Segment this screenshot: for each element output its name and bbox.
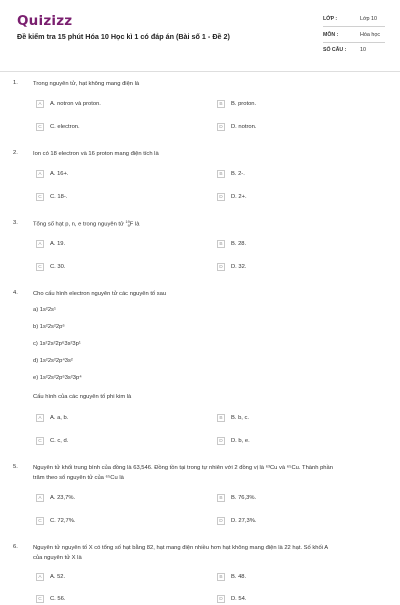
option-letter-box: B [217, 494, 225, 502]
answer-option[interactable] [36, 494, 196, 504]
electron-config-d: d) 1s²2s²2p⁴3s² [33, 358, 73, 364]
electron-config-b: b) 1s²2s²2p⁶ [33, 324, 65, 330]
option-text: B. proton. [231, 101, 257, 107]
option-text: D. notron. [231, 124, 257, 130]
option-letter-box: D [217, 437, 225, 445]
option-text: A. 52. [50, 574, 66, 580]
option-text: C. 56. [50, 596, 66, 602]
option-text: A. 23,7%. [50, 495, 76, 501]
electron-config-e: e) 1s²2s²2p⁶3s²3p⁴ [33, 375, 82, 381]
meta-label-count: SỐ CÂU : [323, 47, 347, 53]
answer-option[interactable] [217, 123, 377, 133]
isotope-atomic-number: 9 [127, 224, 130, 228]
answer-option[interactable] [217, 100, 377, 110]
option-letter-box: D [217, 595, 225, 603]
option-letter-box: B [217, 240, 225, 248]
meta-value-subject: Hóa học [360, 32, 381, 38]
question-text: Trong nguyên tử, hạt không mang điện là [33, 81, 140, 87]
meta-value-count: 10 [360, 47, 366, 53]
question-number: 2. [13, 150, 18, 156]
meta-divider [323, 42, 385, 43]
option-text: B. 48. [231, 574, 247, 580]
question-number: 3. [13, 220, 18, 226]
answer-option[interactable] [36, 100, 196, 110]
answer-option[interactable] [36, 573, 196, 583]
isotope-symbol: F [129, 221, 134, 228]
question-follow-text: Cấu hình của các nguyên tố phi kim là [33, 394, 132, 400]
option-letter-box: A [36, 573, 44, 581]
question-number: 6. [13, 544, 18, 550]
answer-option[interactable] [217, 193, 377, 203]
question-text: Cho cấu hình electron nguyên tử các nguyên tố sau [33, 291, 167, 297]
option-letter-box: B [217, 100, 225, 108]
question-text-line-1: Nguyên tử khối trung bình của đồng là 63,546. Đồng tồn tại trong tự nhiên với 2 đồng vị là ⁶³Cu và ⁶⁵Cu. Thành phần [33, 465, 333, 471]
header-divider [0, 71, 400, 72]
answer-option[interactable] [36, 170, 196, 180]
option-letter-box: C [36, 263, 44, 271]
meta-value-class: Lớp 10 [360, 16, 378, 22]
option-letter-box: A [36, 240, 44, 248]
meta-divider [323, 26, 385, 27]
option-letter-box: C [36, 517, 44, 525]
option-letter-box: D [217, 517, 225, 525]
option-letter-box: A [36, 494, 44, 502]
option-letter-box: C [36, 123, 44, 131]
option-letter-box: A [36, 414, 44, 422]
answer-option[interactable] [217, 263, 377, 273]
option-letter-box: C [36, 595, 44, 603]
option-letter-box: D [217, 123, 225, 131]
answer-option[interactable] [36, 123, 196, 133]
option-text: A. 16+. [50, 171, 69, 177]
option-letter-box: B [217, 170, 225, 178]
answer-option[interactable] [36, 437, 196, 447]
option-letter-box: A [36, 100, 44, 108]
meta-label-class: LỚP : [323, 16, 338, 22]
option-letter-box: A [36, 170, 44, 178]
answer-option[interactable] [217, 170, 377, 180]
question-number: 1. [13, 80, 18, 86]
answer-option[interactable] [217, 414, 377, 424]
meta-label-subject: MÔN : [323, 32, 339, 38]
option-text: B. b, c. [231, 415, 250, 421]
answer-option[interactable] [217, 573, 377, 583]
option-text: C. electron. [50, 124, 80, 130]
question-text: Tổng số hạt p, n, e trong nguyên tử 19 9 F là [33, 220, 140, 228]
electron-config-a: a) 1s²2s¹ [33, 307, 56, 313]
option-text: D. b, e. [231, 438, 250, 444]
quizizz-logo: Quizizz [17, 13, 73, 29]
option-letter-box: B [217, 414, 225, 422]
answer-option[interactable] [36, 414, 196, 424]
worksheet-header [0, 0, 400, 70]
answer-option[interactable] [217, 494, 377, 504]
option-text: D. 27,3%. [231, 518, 257, 524]
option-text: D. 2+. [231, 194, 247, 200]
question-number: 5. [13, 464, 18, 470]
answer-option[interactable] [217, 437, 377, 447]
option-letter-box: D [217, 263, 225, 271]
option-text: A. notron và proton. [50, 101, 101, 107]
answer-option[interactable] [217, 240, 377, 250]
option-text: D. 32. [231, 264, 247, 270]
option-text: C. 18-. [50, 194, 68, 200]
isotope-mass: 19 [125, 220, 130, 224]
option-letter-box: C [36, 193, 44, 201]
option-letter-box: C [36, 437, 44, 445]
answer-option[interactable] [36, 517, 196, 527]
question-text-line-2: của nguyên tử X là [33, 555, 82, 561]
option-text: B. 76,3%. [231, 495, 257, 501]
electron-config-c: c) 1s²2s²2p⁶3s²3p¹ [33, 341, 81, 347]
option-letter-box: B [217, 573, 225, 581]
worksheet-title: Đề kiểm tra 15 phút Hóa 10 Học kì 1 có đáp án (Bài số 1 - Đề 2) [17, 32, 230, 41]
answer-option[interactable] [36, 193, 196, 203]
answer-option[interactable] [217, 517, 377, 527]
option-text: B. 2-. [231, 171, 245, 177]
option-text: C. c, d. [50, 438, 69, 444]
option-text: A. 19. [50, 241, 66, 247]
question-number: 4. [13, 290, 18, 296]
question-text-line-1: Nguyên tử nguyên tố X có tổng số hạt bằng 82, hạt mang điện nhiều hơn hạt không mang điện là 22 hạt. Số khối A [33, 545, 329, 551]
option-text: A. a, b. [50, 415, 69, 421]
answer-option[interactable] [36, 263, 196, 273]
option-text: B. 28. [231, 241, 247, 247]
option-letter-box: D [217, 193, 225, 201]
option-text: C. 72,7%. [50, 518, 76, 524]
question-text-line-2: trăm theo số nguyên tử của ⁶⁵Cu là [33, 475, 124, 481]
answer-option[interactable] [36, 595, 196, 605]
option-text: C. 30. [50, 264, 66, 270]
option-text: D. 54. [231, 596, 247, 602]
question-text: Ion có 18 electron và 16 proton mang điện tích là [33, 151, 159, 157]
answer-option[interactable] [36, 240, 196, 250]
answer-option[interactable] [217, 595, 377, 605]
